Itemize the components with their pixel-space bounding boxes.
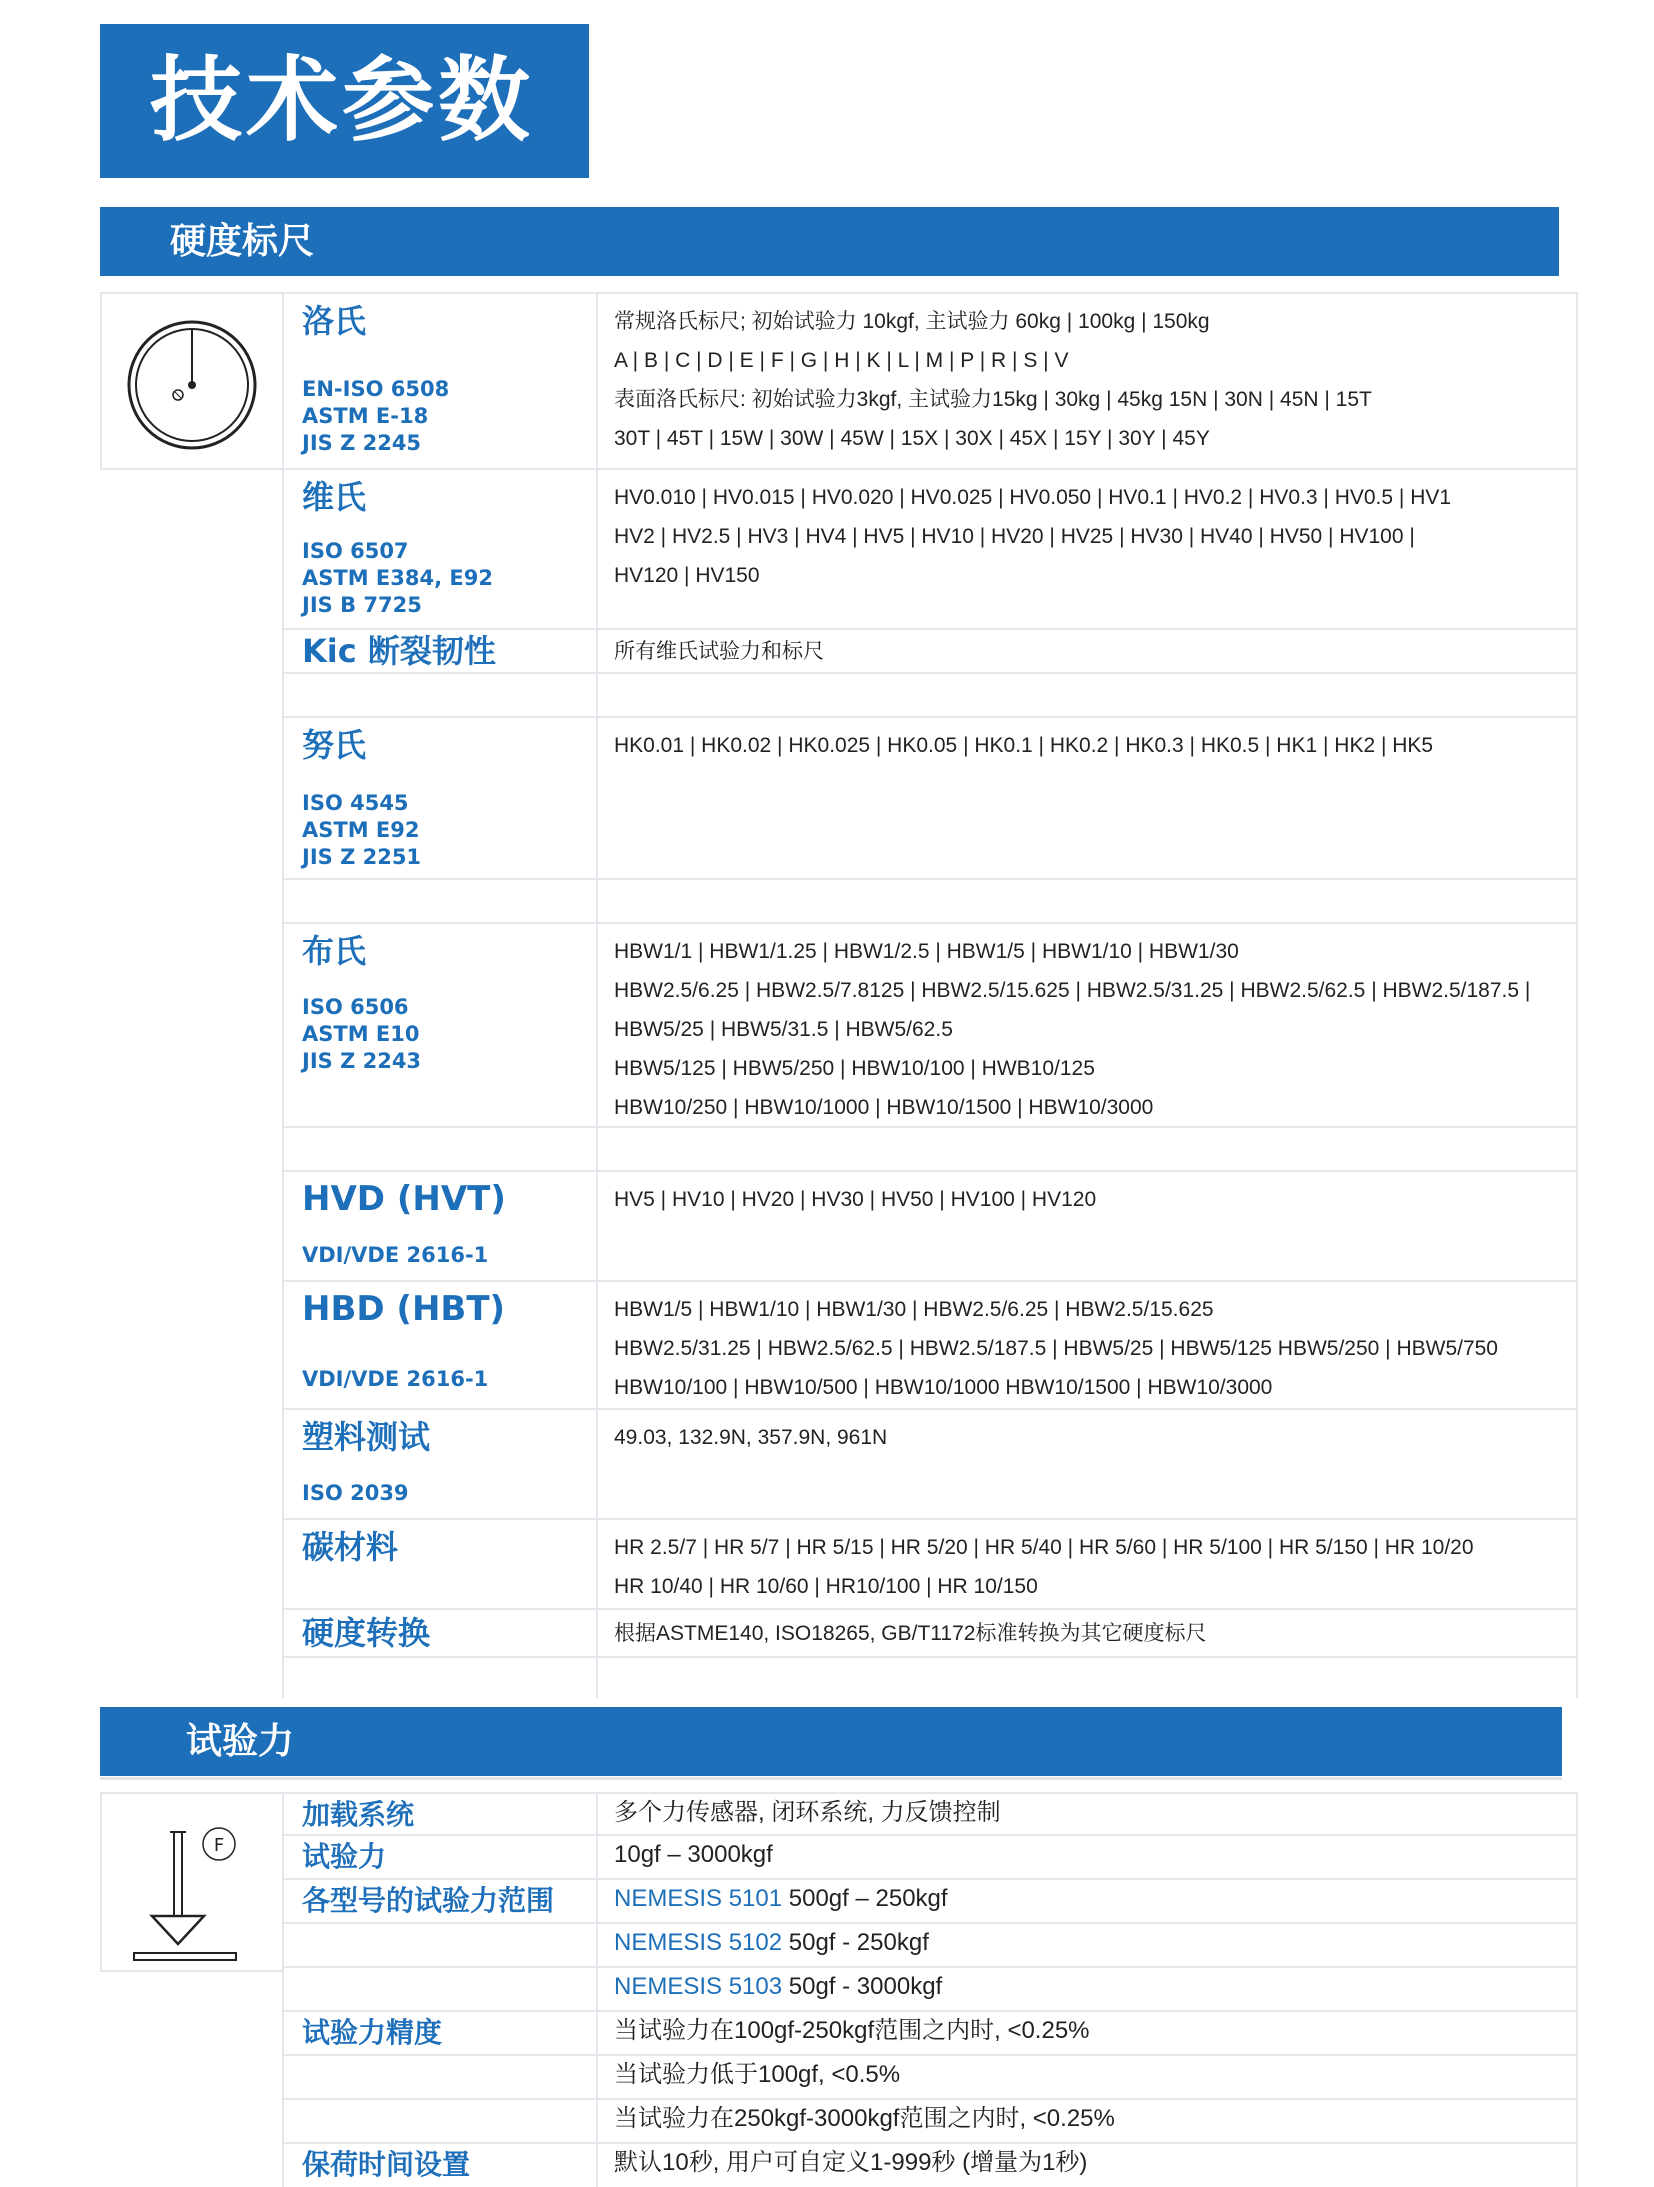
force-param-name: 保荷时间设置 bbox=[302, 2148, 471, 2181]
force-row-range-5102 bbox=[282, 1924, 1578, 1968]
section-force-header bbox=[100, 1707, 1562, 1776]
force-param-value: 当试验力低于100gf, <0.5% bbox=[614, 2061, 901, 2088]
force-arrow-icon bbox=[102, 1794, 286, 1972]
force-param-value: NEMESIS 5101 500gf – 250kgf bbox=[614, 1885, 948, 1912]
scale-values: HR 2.5/7 | HR 5/7 | HR 5/15 | HR 5/20 | HR 5/40 | HR 5/60 | HR 5/100 | HR 5/150 | HR 10/20 HR 10/40 | HR 10/60 | HR10/100 | HR 10/150 bbox=[614, 1536, 1474, 1598]
scale-name: 洛氏 bbox=[302, 302, 367, 340]
scale-name: 碳材料 bbox=[302, 1528, 399, 1566]
hardness-row-kic bbox=[282, 630, 1578, 674]
force-param-value: 默认10秒, 用户可自定义1-999秒 (增量为1秒) bbox=[614, 2149, 1088, 2176]
scale-values: 49.03, 132.9N, 357.9N, 961N bbox=[614, 1426, 888, 1449]
scale-values: 所有维氏试验力和标尺 bbox=[614, 640, 824, 663]
hardness-row-knoop bbox=[282, 718, 1578, 880]
hardness-row-plastics bbox=[282, 1410, 1578, 1520]
scale-name: HVD (HVT) bbox=[302, 1179, 506, 1219]
scale-name: 硬度转换 bbox=[302, 1614, 431, 1652]
hardness-row-spacer bbox=[282, 674, 1578, 718]
force-param-name: 加载系统 bbox=[302, 1798, 415, 1831]
scale-values: 根据ASTME140, ISO18265, GB/T1172标准转换为其它硬度标尺 bbox=[614, 1622, 1207, 1645]
scale-name: Kic 断裂韧性 bbox=[302, 632, 496, 670]
force-table bbox=[100, 1792, 1578, 2187]
scale-standards: ISO 2039 bbox=[302, 1481, 409, 1505]
force-row-accuracy-3 bbox=[282, 2100, 1578, 2144]
force-param-value: 10gf – 3000kgf bbox=[614, 1841, 773, 1868]
scale-standards: EN-ISO 6508 ASTM E-18 JIS Z 2245 bbox=[302, 377, 450, 455]
section-force-title: 试验力 bbox=[186, 1721, 295, 1762]
scale-values: HK0.01 | HK0.02 | HK0.025 | HK0.05 | HK0.1 | HK0.2 | HK0.3 | HK0.5 | HK1 | HK2 | HK5 bbox=[614, 734, 1434, 757]
scale-values: 常规洛氏标尺; 初始试验力 10kgf, 主试验力 60kg | 100kg | 150kg A | B | C | D | E | F | G | H | K | L | M | P | R | S | V 表面洛氏标尺: 初始试验力3kgf, 主试验力15kg | 30kg | 45kg 15N | 30N | 45N | 15T 30T | 45T | 15W | 30W | 45W | 15X | 30X | 45X | 15Y | 30Y | 45Y bbox=[614, 310, 1372, 450]
scale-values: HBW1/5 | HBW1/10 | HBW1/30 | HBW2.5/6.25 | HBW2.5/15.625 HBW2.5/31.25 | HBW2.5/62.5 | HBW2.5/187.5 | HBW5/25 | HBW5/125 HBW5/250 | HBW5/750 HBW10/100 | HBW10/500 | HBW10/1000 HBW10/1500 | HBW10/3000 bbox=[614, 1298, 1498, 1399]
hardness-row-conversion bbox=[282, 1610, 1578, 1658]
force-param-value: 当试验力在250kgf-3000kgf范围之内时, <0.25% bbox=[614, 2105, 1115, 2132]
force-row-loading bbox=[282, 1792, 1578, 1836]
scale-standards: ISO 6506 ASTM E10 JIS Z 2243 bbox=[302, 995, 422, 1073]
model-name: NEMESIS 5103 bbox=[614, 1973, 783, 2000]
hardness-row-spacer bbox=[282, 880, 1578, 924]
scale-name: 布氏 bbox=[302, 932, 367, 970]
scale-values: HV0.010 | HV0.015 | HV0.020 | HV0.025 | HV0.050 | HV0.1 | HV0.2 | HV0.3 | HV0.5 | HV1 HV2 | HV2.5 | HV3 | HV4 | HV5 | HV10 | HV20 | HV25 | HV30 | HV40 | HV50 | HV100 | HV120 | HV150 bbox=[614, 486, 1452, 587]
force-row-accuracy-1 bbox=[282, 2012, 1578, 2056]
hardness-row-carbon bbox=[282, 1520, 1578, 1610]
force-param-name: 各型号的试验力范围 bbox=[302, 1884, 555, 1917]
page-title: 技术参数 bbox=[150, 47, 535, 154]
scale-values: HV5 | HV10 | HV20 | HV30 | HV50 | HV100 | HV120 bbox=[614, 1188, 1097, 1211]
scale-standards: VDI/VDE 2616-1 bbox=[302, 1367, 489, 1391]
hardness-row-hbd bbox=[282, 1282, 1578, 1410]
force-param-value: 多个力传感器, 闭环系统, 力反馈控制 bbox=[614, 1799, 1001, 1826]
force-row-range-5101 bbox=[282, 1880, 1578, 1924]
hardness-row-spacer bbox=[282, 1128, 1578, 1172]
svg-text:F: F bbox=[213, 1835, 225, 1856]
scale-name: 维氏 bbox=[302, 478, 367, 516]
hardness-row-rockwell bbox=[282, 294, 1578, 470]
section-hardness-header bbox=[100, 207, 1559, 276]
force-param-value: NEMESIS 5102 50gf - 250kgf bbox=[614, 1929, 929, 1956]
hardness-dial-icon bbox=[102, 294, 286, 470]
hardness-row-spacer bbox=[282, 1658, 1578, 1698]
hardness-icon-cell bbox=[100, 294, 284, 470]
hardness-row-brinell bbox=[282, 924, 1578, 1128]
force-row-range-5103 bbox=[282, 1968, 1578, 2012]
model-name: NEMESIS 5102 bbox=[614, 1929, 783, 1956]
scale-name: 塑料测试 bbox=[302, 1418, 431, 1456]
scale-standards: VDI/VDE 2616-1 bbox=[302, 1243, 489, 1267]
force-icon-cell bbox=[100, 1792, 284, 1972]
force-param-name: 试验力 bbox=[302, 1840, 387, 1873]
hardness-row-vickers bbox=[282, 470, 1578, 630]
hardness-table bbox=[100, 292, 1578, 1686]
page-title-box bbox=[100, 24, 589, 178]
force-row-test-force bbox=[282, 1836, 1578, 1880]
force-param-value: 当试验力在100gf-250kgf范围之内时, <0.25% bbox=[614, 2017, 1090, 2044]
hardness-row-hvd bbox=[282, 1172, 1578, 1282]
scale-standards: ISO 4545 ASTM E92 JIS Z 2251 bbox=[302, 791, 422, 869]
force-row-dwell bbox=[282, 2144, 1578, 2187]
scale-name: HBD (HBT) bbox=[302, 1289, 506, 1329]
force-param-name: 试验力精度 bbox=[302, 2016, 443, 2049]
force-param-value: NEMESIS 5103 50gf - 3000kgf bbox=[614, 1973, 943, 2000]
section-hardness-title: 硬度标尺 bbox=[170, 221, 315, 262]
scale-standards: ISO 6507 ASTM E384, E92 JIS B 7725 bbox=[302, 539, 493, 617]
force-row-accuracy-2 bbox=[282, 2056, 1578, 2100]
scale-values: HBW1/1 | HBW1/1.25 | HBW1/2.5 | HBW1/5 | HBW1/10 | HBW1/30 HBW2.5/6.25 | HBW2.5/7.8125 | HBW2.5/15.625 | HBW2.5/31.25 | HBW2.5/62.5 | HBW2.5/187.5 | HBW5/25 | HBW5/31.5 | HBW5/62.5 HBW5/125 | HBW5/250 | HBW10/100 | HWB10/125 HBW10/250 | HBW10/1000 | HBW10/1500 | HBW10/3000 bbox=[614, 940, 1531, 1119]
scale-name: 努氏 bbox=[302, 726, 367, 764]
model-name: NEMESIS 5101 bbox=[614, 1885, 783, 1912]
